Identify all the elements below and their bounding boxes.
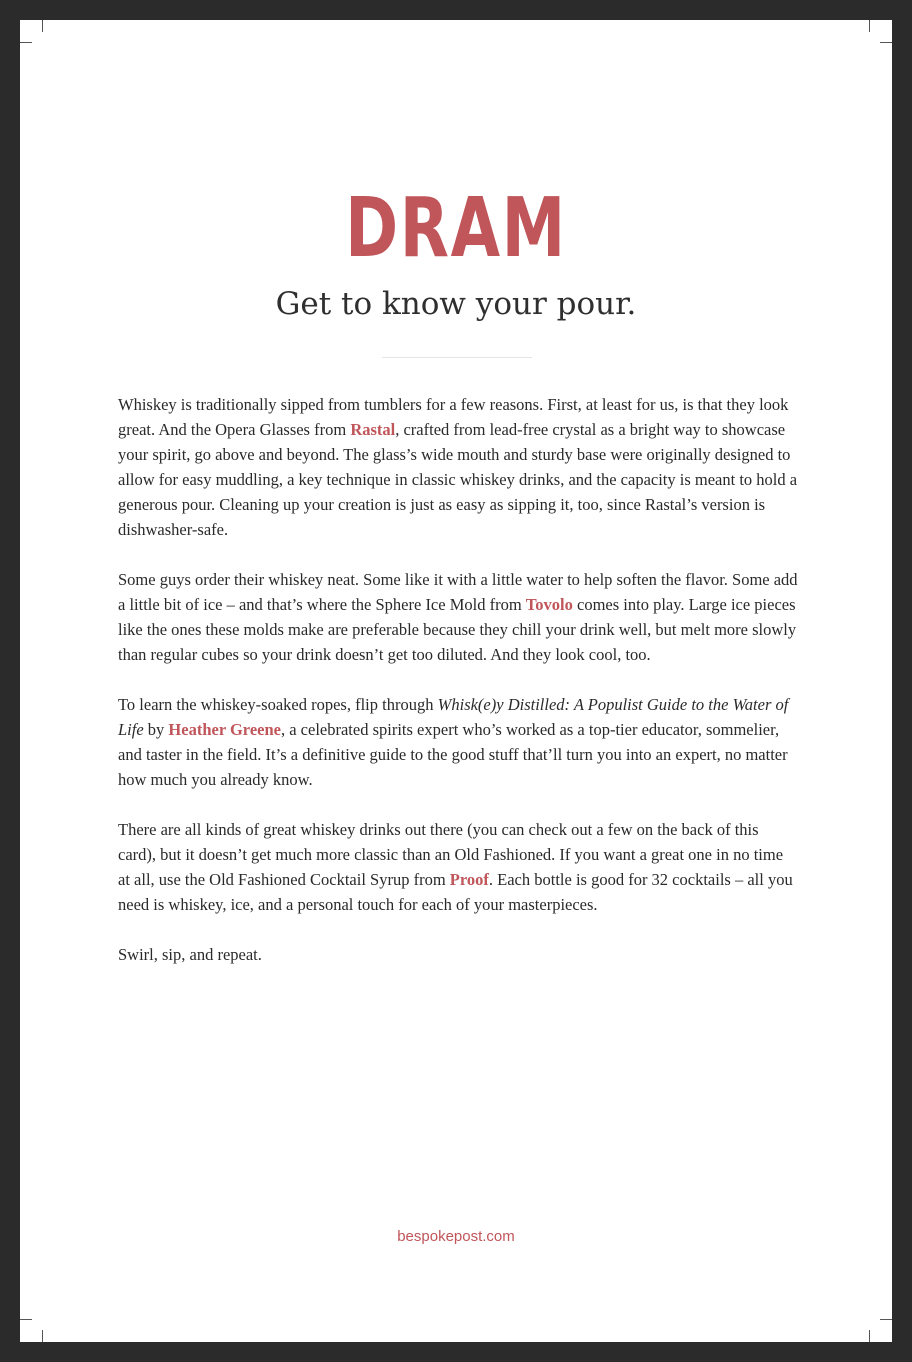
paragraph-syrup: There are all kinds of great whiskey drinks out there (you can check out a few on the back of this card), but it doesn’t get much more classic than an Old Fashioned. If you want a great one in no time at all, use the Old Fashioned Cocktail Syrup from Proof. Each bottle is good for 32 cocktails – all you need is whiskey, ice, and a personal touch for each of your masterpieces. — [118, 820, 793, 914]
brand-link-tovolo[interactable]: Tovolo — [525, 595, 573, 614]
footer-url[interactable]: bespokepost.com — [397, 1228, 515, 1245]
divider — [382, 357, 532, 358]
page-subtitle: Get to know your pour. — [275, 286, 637, 322]
book-title: Whisk(e)y Distilled: A Populist Guide to the Water of Life — [118, 695, 789, 739]
page-title: DRAM — [345, 181, 567, 276]
crop-mark-bottom-right-v — [869, 1330, 870, 1342]
document-page — [20, 20, 892, 1342]
brand-link-heather-greene[interactable]: Heather Greene — [168, 720, 281, 739]
crop-mark-bottom-right-h — [880, 1319, 892, 1320]
crop-mark-bottom-left-v — [42, 1330, 43, 1342]
paragraph-closing: Swirl, sip, and repeat. — [118, 945, 262, 964]
paragraph-ice-mold: Some guys order their whiskey neat. Some like it with a little water to help soften the flavor. Some add a little bit of ice – and that’s where the Sphere Ice Mold from Tovolo comes into play. Large ice pieces like the ones these molds make are preferable because they chill your drink well, but melt more slowly than regular cubes so your drink doesn’t get too diluted. And they look cool, too. — [118, 570, 798, 664]
crop-mark-top-left-h — [20, 42, 32, 43]
crop-mark-top-left-v — [42, 20, 43, 32]
crop-mark-top-right-h — [880, 42, 892, 43]
paragraph-glasses: Whiskey is traditionally sipped from tumblers for a few reasons. First, at least for us, is that they look great. And the Opera Glasses from Rastal, crafted from lead-free crystal as a bright way to showcase your spirit, go above and beyond. The glass’s wide mouth and sturdy base were originally designed to allow for easy muddling, a key technique in classic whiskey drinks, and the capacity is meant to hold a generous pour. Cleaning up your creation is just as easy as sipping it, too, since Rastal’s version is dishwasher-safe. — [118, 395, 798, 539]
paragraph-book: To learn the whiskey-soaked ropes, flip through Whisk(e)y Distilled: A Populist Guide to the Water of Life by Heather Greene, a celebrated spirits expert who’s worked as a top-tier educator, sommelier, and taster in the field. It’s a definitive guide to the good stuff that’ll turn you into an expert, no matter how much you already know. — [118, 695, 789, 789]
brand-link-rastal[interactable]: Rastal — [350, 420, 396, 439]
brand-link-proof[interactable]: Proof — [449, 870, 489, 889]
crop-mark-bottom-left-h — [20, 1319, 32, 1320]
crop-mark-top-right-v — [869, 20, 870, 32]
article-body — [118, 392, 798, 992]
